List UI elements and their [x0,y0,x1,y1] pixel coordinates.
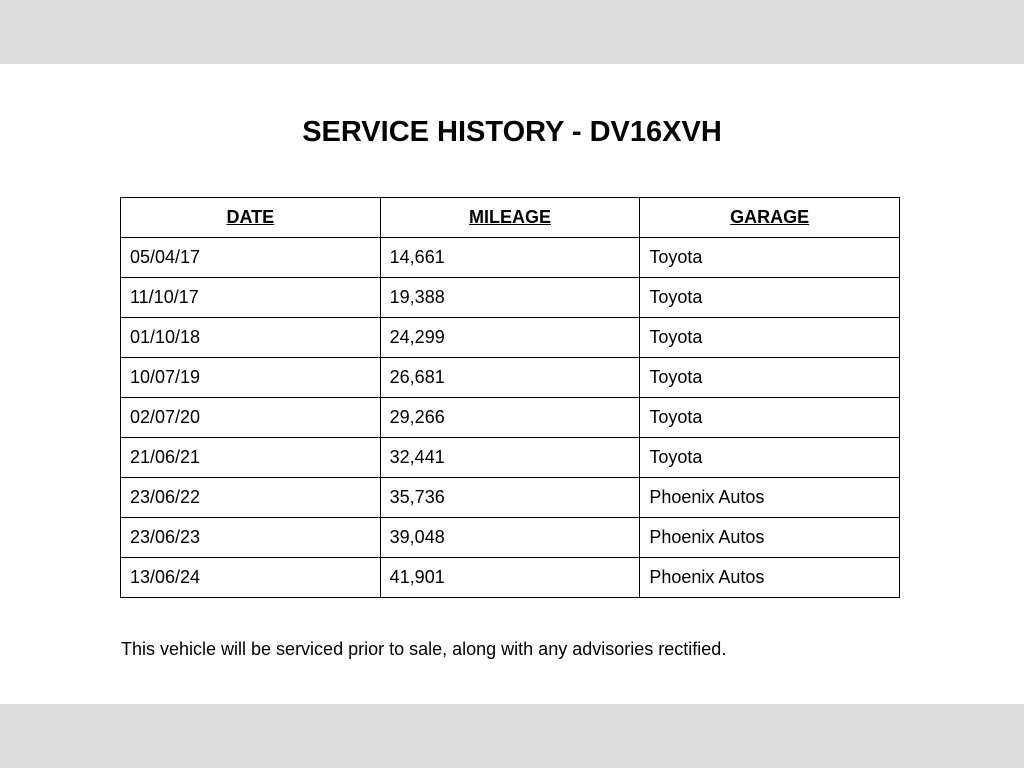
column-header-mileage: MILEAGE [380,198,640,238]
table-row [121,558,900,598]
column-header-garage: GARAGE [640,198,900,238]
cell-garage: Toyota [640,238,900,278]
table-row [121,358,900,398]
table-row [121,438,900,478]
cell-garage: Phoenix Autos [640,518,900,558]
cell-date: 05/04/17 [121,238,381,278]
cell-mileage: 29,266 [380,398,640,438]
cell-mileage: 32,441 [380,438,640,478]
table-header-row [121,198,900,238]
cell-date: 02/07/20 [121,398,381,438]
table-row [121,238,900,278]
cell-garage: Toyota [640,438,900,478]
cell-mileage: 39,048 [380,518,640,558]
table-row [121,478,900,518]
cell-garage: Toyota [640,398,900,438]
cell-garage: Toyota [640,278,900,318]
cell-date: 21/06/21 [121,438,381,478]
cell-garage: Phoenix Autos [640,478,900,518]
column-header-date: DATE [121,198,381,238]
footnote: This vehicle will be serviced prior to sale, along with any advisories rectified. [121,639,727,659]
cell-date: 01/10/18 [121,318,381,358]
table-row [121,398,900,438]
cell-date: 11/10/17 [121,278,381,318]
cell-garage: Phoenix Autos [640,558,900,598]
table-row [121,278,900,318]
cell-mileage: 35,736 [380,478,640,518]
cell-garage: Toyota [640,318,900,358]
cell-date: 23/06/22 [121,478,381,518]
cell-mileage: 26,681 [380,358,640,398]
cell-garage: Toyota [640,358,900,398]
cell-date: 10/07/19 [121,358,381,398]
document-page [0,64,1024,704]
cell-date: 23/06/23 [121,518,381,558]
cell-mileage: 14,661 [380,238,640,278]
service-history-table [120,197,900,598]
page-title: SERVICE HISTORY - DV16XVH [302,116,722,148]
cell-mileage: 24,299 [380,318,640,358]
cell-mileage: 19,388 [380,278,640,318]
table-row [121,518,900,558]
cell-mileage: 41,901 [380,558,640,598]
table-row [121,318,900,358]
cell-date: 13/06/24 [121,558,381,598]
